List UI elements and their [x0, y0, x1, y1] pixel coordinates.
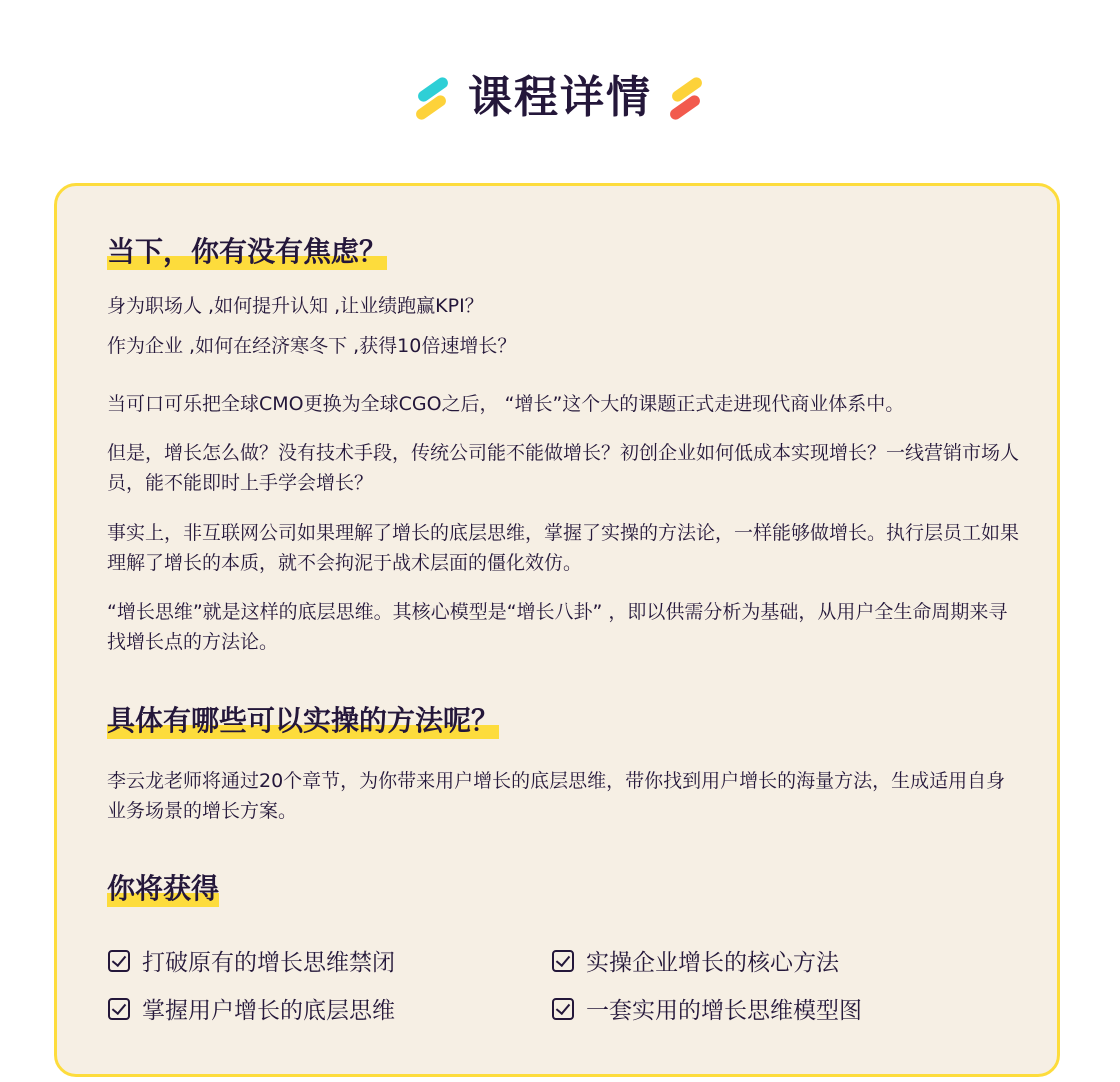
- course-detail-card: [54, 183, 1060, 1077]
- checkbox-checked-icon: [552, 950, 574, 972]
- page-title: 课程详情: [468, 72, 652, 123]
- question-line: 身为职场人 ,如何提升认知 ,让业绩跑赢KPI？: [107, 295, 484, 317]
- checkbox-checked-icon: [552, 998, 574, 1020]
- body-paragraph: 但是，增长怎么做？没有技术手段，传统公司能不能做增长？初创企业如何低成本实现增长？一线营销市场人员，能不能即时上手学会增长？: [107, 442, 1020, 494]
- benefit-text: 实操企业增长的核心方法: [586, 950, 839, 976]
- benefit-text: 一套实用的增长思维模型图: [586, 998, 862, 1024]
- body-paragraph: 事实上，非互联网公司如果理解了增长的底层思维，掌握了实操的方法论，一样能够做增长。执行层员工如果理解了增长的本质，就不会拘泥于战术层面的僵化效仿。: [107, 522, 1020, 574]
- page-header: [0, 66, 1120, 130]
- benefit-text: 掌握用户增长的底层思维: [142, 998, 395, 1024]
- decorative-slashes-right: [666, 72, 706, 124]
- body-paragraph: “增长思维”就是这样的底层思维。其核心模型是“增长八卦” ，即以供需分析为基础，从用户全生命周期来寻找增长点的方法论。: [107, 601, 1008, 653]
- benefit-item: [108, 944, 395, 977]
- benefit-text: 打破原有的增长思维禁闭: [142, 950, 395, 976]
- checkbox-checked-icon: [108, 998, 130, 1020]
- section-title-gains: [107, 871, 219, 907]
- section-title-methods: [107, 703, 499, 739]
- body-paragraph: 当可口可乐把全球CMO更换为全球CGO之后， “增长”这个大的课题正式走进现代商业体系中。: [107, 393, 905, 415]
- section-title-text: 你将获得: [107, 872, 220, 905]
- benefit-item: [552, 992, 862, 1025]
- checkbox-checked-icon: [108, 950, 130, 972]
- section-title-text: 具体有哪些可以实操的方法呢？: [107, 704, 500, 737]
- body-paragraph: 李云龙老师将通过20个章节，为你带来用户增长的底层思维，带你找到用户增长的海量方法，生成适用自身业务场景的增长方案。: [107, 770, 1006, 822]
- section-title-anxiety: [107, 234, 387, 270]
- decorative-slashes-left: [414, 72, 454, 124]
- section-title-text: 当下，你有没有焦虑？: [107, 235, 388, 268]
- benefit-item: [552, 944, 839, 977]
- benefit-item: [108, 992, 395, 1025]
- question-line: 作为企业 ,如何在经济寒冬下 ,获得10倍速增长？: [107, 335, 517, 357]
